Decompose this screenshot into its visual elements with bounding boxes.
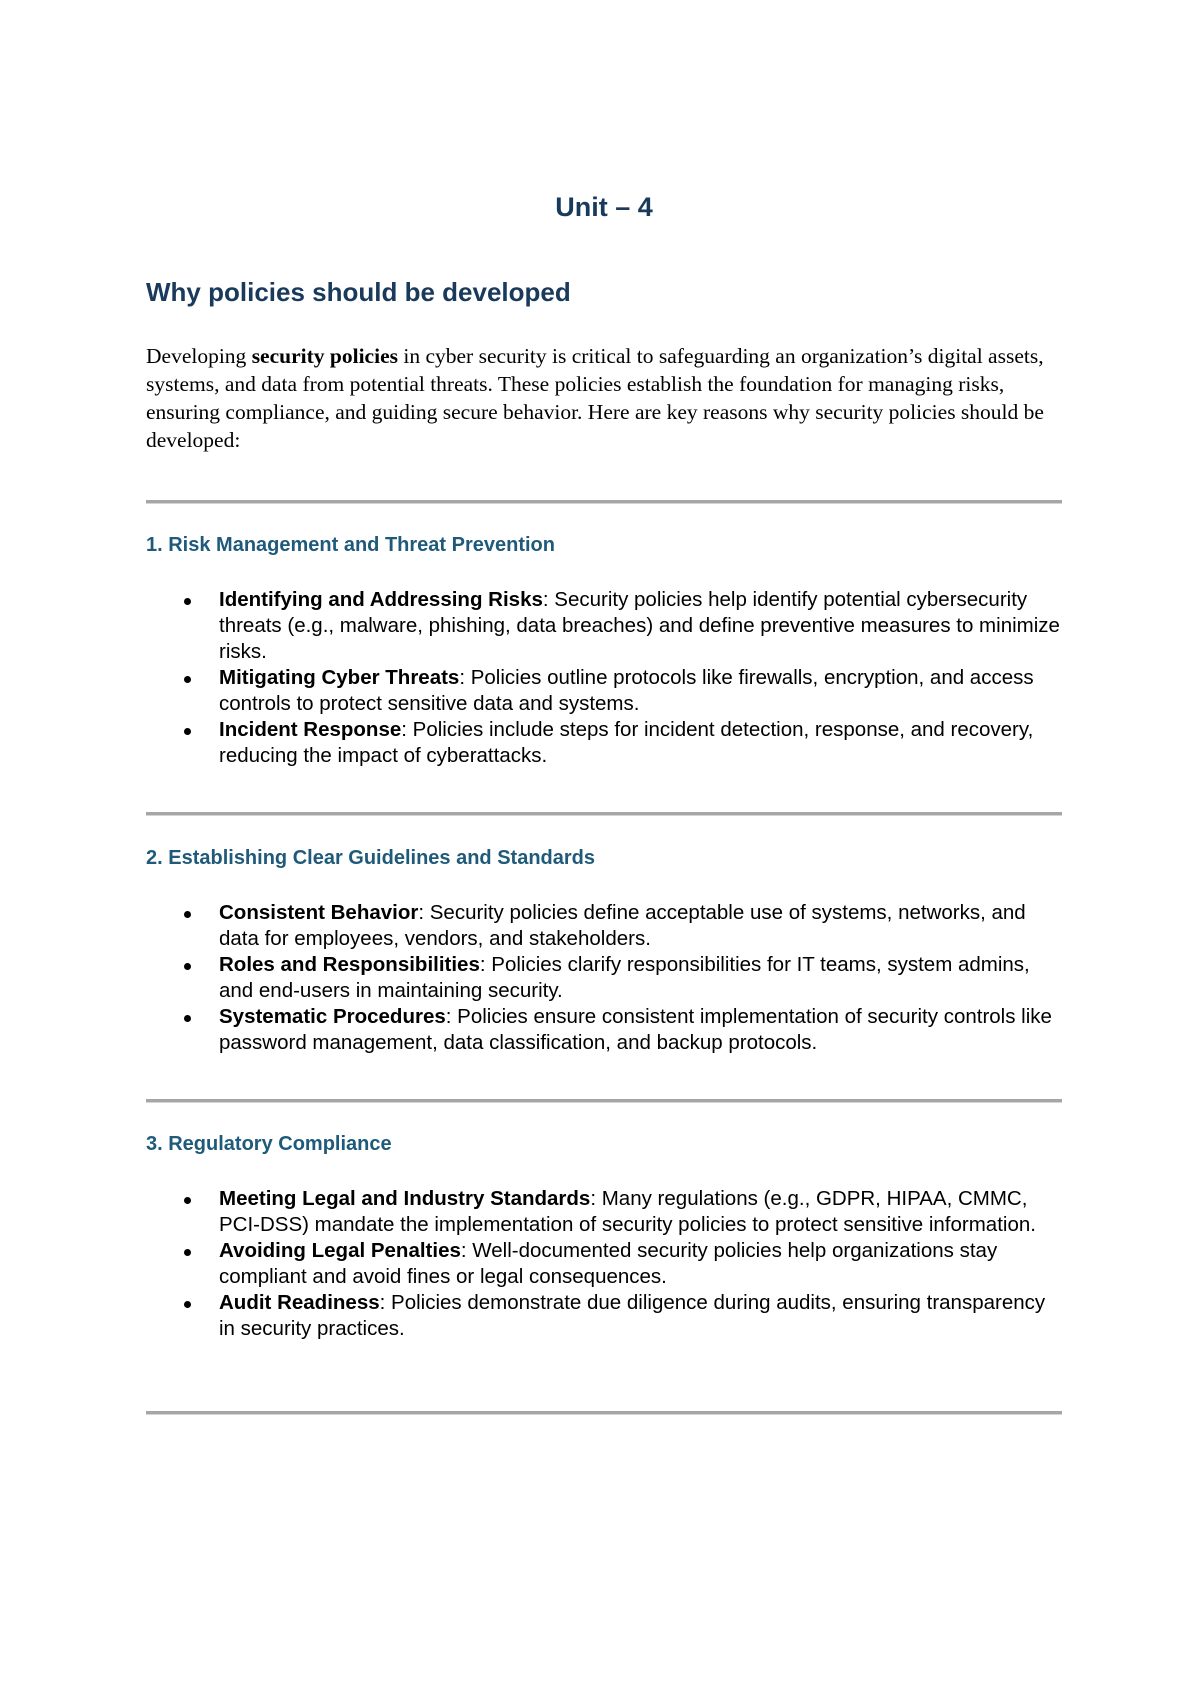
list-item — [146, 1238, 1062, 1290]
list-item-term: Avoiding Legal Penalties — [219, 1239, 461, 1262]
list-item — [146, 900, 1062, 952]
horizontal-rule — [146, 500, 1062, 504]
list-item-term: Roles and Responsibilities — [219, 953, 480, 976]
section-heading-guidelines: 2. Establishing Clear Guidelines and Standards — [146, 847, 596, 869]
list-item-text: : Policies demonstrate due diligence during audits, ensuring transparency in security practices. — [219, 1291, 1046, 1340]
horizontal-rule — [146, 1099, 1062, 1103]
list-item-text: : Security policies help identify potential cybersecurity threats (e.g., malware, phishing, data breaches) and define preventive measures to minimize risks. — [219, 588, 1060, 663]
intro-text-after: in cyber security is critical to safeguarding an organization’s digital assets, systems, and data from potential threats. These policies establish the foundation for managing risks, ensuring compliance, and guiding secure behavior. Here are key reasons why security policies should be developed: — [146, 344, 1044, 452]
bullet-icon — [184, 1249, 191, 1256]
list-item — [146, 1290, 1062, 1342]
list-item-text: : Many regulations (e.g., GDPR, HIPAA, CMMC, PCI-DSS) mandate the implementation of security policies to protect sensitive information. — [219, 1187, 1036, 1236]
list-item-text: : Well-documented security policies help organizations stay compliant and avoid fines or legal consequences. — [219, 1239, 998, 1288]
bullet-icon — [184, 911, 191, 918]
bullet-icon — [184, 963, 191, 970]
intro-paragraph — [146, 342, 1062, 454]
bullet-icon — [184, 676, 191, 683]
bullet-icon — [184, 1197, 191, 1204]
bullet-list-risk-management — [146, 587, 1062, 769]
list-item-term: Systematic Procedures — [219, 1005, 446, 1028]
list-item-term: Consistent Behavior — [219, 901, 419, 924]
list-item-term: Audit Readiness — [219, 1291, 380, 1314]
list-item-term: Identifying and Addressing Risks — [219, 588, 543, 611]
list-item — [146, 1186, 1062, 1238]
list-item-text: : Policies outline protocols like firewalls, encryption, and access controls to protect sensitive data and systems. — [219, 666, 1034, 715]
list-item-term: Incident Response — [219, 718, 402, 741]
intro-text-before: Developing — [146, 344, 252, 368]
bullet-icon — [184, 1015, 191, 1022]
bullet-list-guidelines — [146, 900, 1062, 1056]
section-heading-risk-management: 1. Risk Management and Threat Prevention — [146, 534, 555, 556]
list-item — [146, 1004, 1062, 1056]
horizontal-rule — [146, 1411, 1062, 1415]
list-item-text: : Policies include steps for incident detection, response, and recovery, reducing the impact of cyberattacks. — [219, 718, 1034, 767]
list-item-term: Mitigating Cyber Threats — [219, 666, 460, 689]
list-item-text: : Policies ensure consistent implementation of security controls like password management, data classification, and backup protocols. — [219, 1005, 1052, 1054]
horizontal-rule — [146, 812, 1062, 816]
list-item-term: Meeting Legal and Industry Standards — [219, 1187, 591, 1210]
intro-bold-term: security policies — [251, 344, 398, 368]
list-item-text: : Security policies define acceptable use of systems, networks, and data for employees, vendors, and stakeholders. — [219, 901, 1026, 950]
list-item — [146, 952, 1062, 1004]
list-item-text: : Policies clarify responsibilities for IT teams, system admins, and end-users in maintaining security. — [219, 953, 1030, 1002]
bullet-list-regulatory-compliance — [146, 1186, 1062, 1342]
section-heading-regulatory-compliance: 3. Regulatory Compliance — [146, 1133, 392, 1155]
bullet-icon — [184, 1301, 191, 1308]
bullet-icon — [184, 598, 191, 605]
main-heading: Why policies should be developed — [146, 277, 571, 307]
bullet-icon — [184, 728, 191, 735]
list-item — [146, 587, 1062, 665]
list-item — [146, 665, 1062, 717]
list-item — [146, 717, 1062, 769]
unit-title: Unit – 4 — [555, 192, 653, 222]
